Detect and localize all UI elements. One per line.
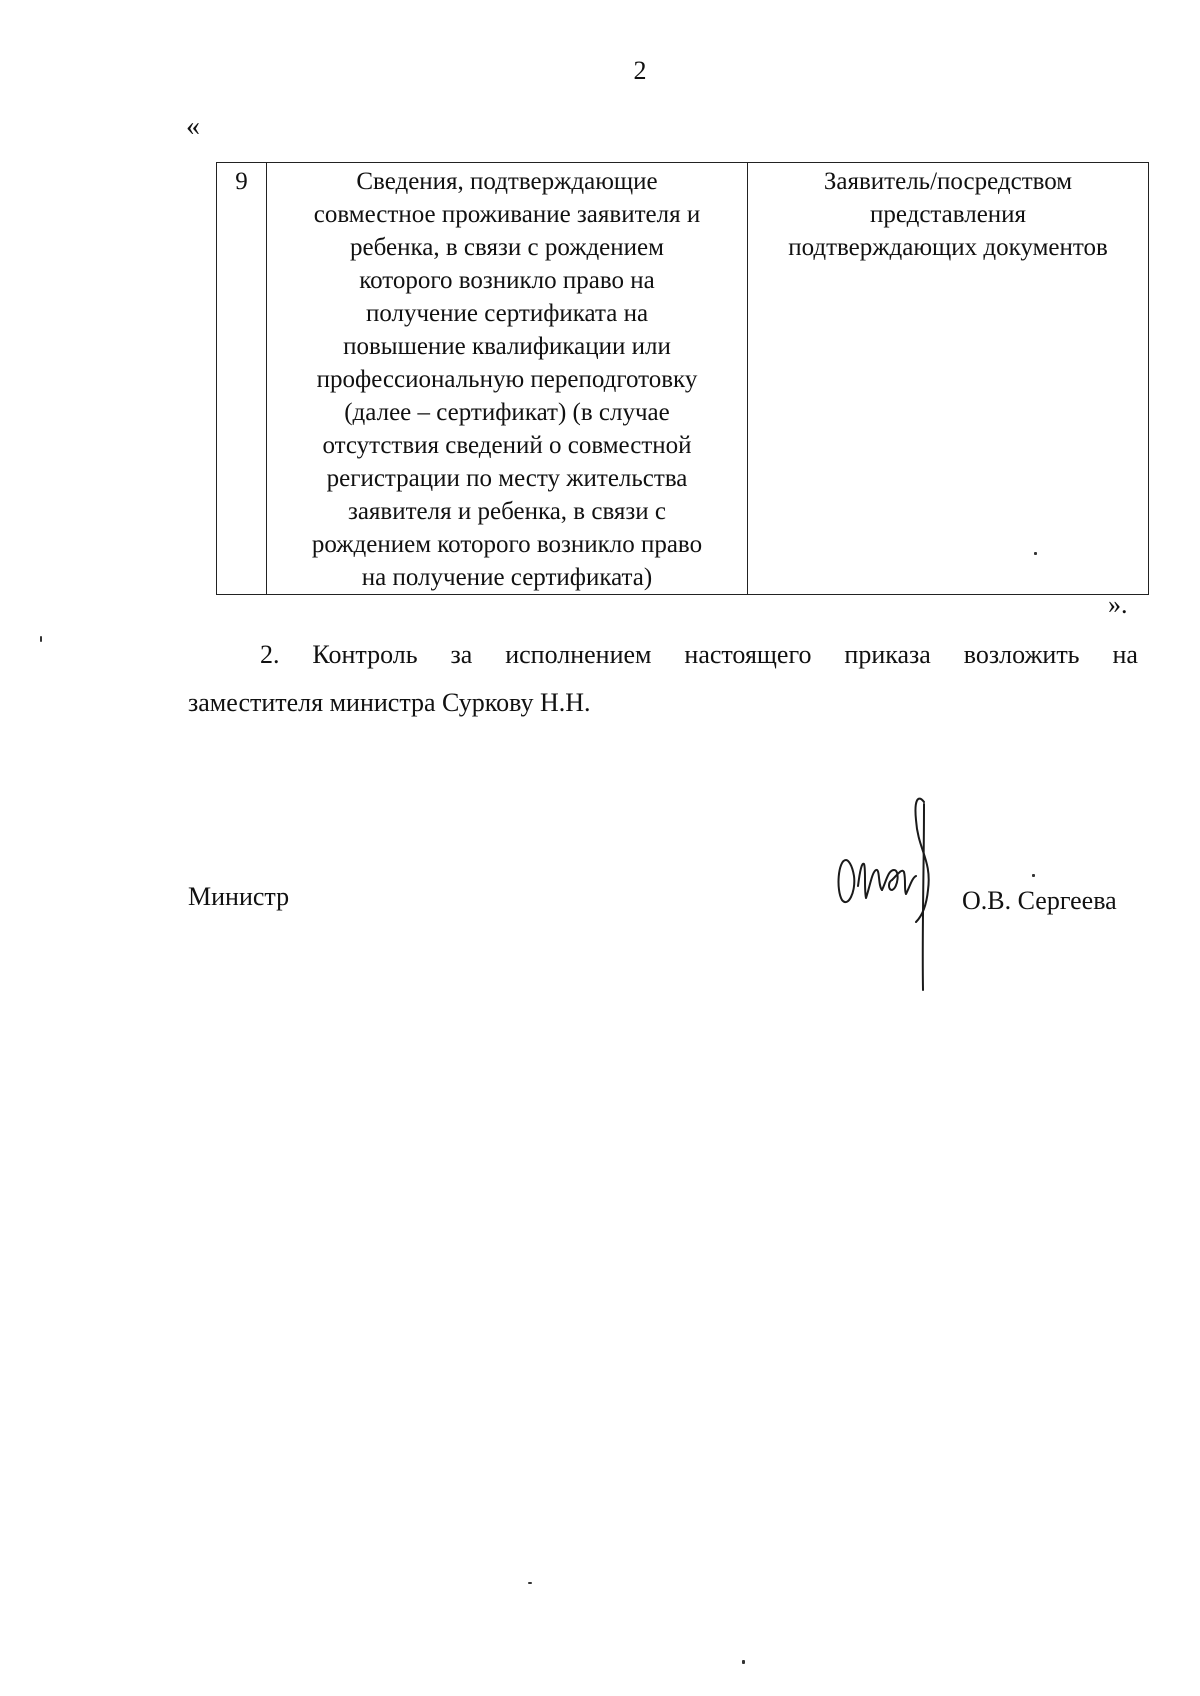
source-line: подтверждающих документов <box>788 234 1108 261</box>
info-line: получение сертификата на <box>365 300 649 327</box>
signer-position: Министр <box>188 882 290 911</box>
row-info-cell <box>267 163 748 595</box>
paragraph-word: 2. <box>260 640 280 669</box>
scan-speck <box>528 1582 532 1584</box>
amendment-table <box>216 162 1149 595</box>
info-line: рождением которого возникло право <box>311 531 703 558</box>
source-line: Заявитель/посредством <box>823 168 1073 195</box>
paragraph-word: приказа <box>844 640 931 669</box>
closing-quote: ». <box>1108 590 1128 619</box>
paragraph-word: исполнением <box>505 640 652 669</box>
scan-speck <box>1032 874 1035 877</box>
scan-speck <box>742 1660 745 1664</box>
paragraph-word: на <box>1112 640 1138 669</box>
control-paragraph-line-1 <box>188 640 1138 670</box>
scan-speck <box>40 636 42 642</box>
info-line: профессиональную переподготовку <box>316 366 698 393</box>
page-number: 2 <box>633 56 647 85</box>
info-line: повышение квалификации или <box>343 333 671 360</box>
paragraph-word: возложить <box>963 640 1080 669</box>
table-row <box>217 163 1149 595</box>
opening-quote: « <box>186 111 200 142</box>
info-line: заявителя и ребенка, в связи с <box>347 498 667 525</box>
handwritten-signature <box>832 790 942 1000</box>
scan-speck <box>1034 552 1037 555</box>
row-source-cell <box>748 163 1149 595</box>
info-line: Сведения, подтверждающие <box>356 168 658 195</box>
control-paragraph-line-2: заместителя министра Суркову Н.Н. <box>188 688 591 717</box>
info-line: отсутствия сведений о совместной <box>322 432 692 459</box>
info-line: совместное проживание заявителя и <box>313 201 701 228</box>
paragraph-word: за <box>450 640 473 669</box>
signer-name: О.В. Сергеева <box>962 886 1117 915</box>
paragraph-word: настоящего <box>684 640 812 669</box>
source-line: представления <box>869 201 1027 228</box>
info-line: на получение сертификата) <box>361 564 653 591</box>
paragraph-word: Контроль <box>312 640 418 669</box>
info-line: ребенка, в связи с рождением <box>350 234 664 261</box>
info-line: регистрации по месту жительства <box>326 465 688 492</box>
info-line: (далее – сертификат) (в случае <box>344 399 670 426</box>
row-number: 9 <box>217 163 267 595</box>
info-line: которого возникло право на <box>359 267 655 294</box>
